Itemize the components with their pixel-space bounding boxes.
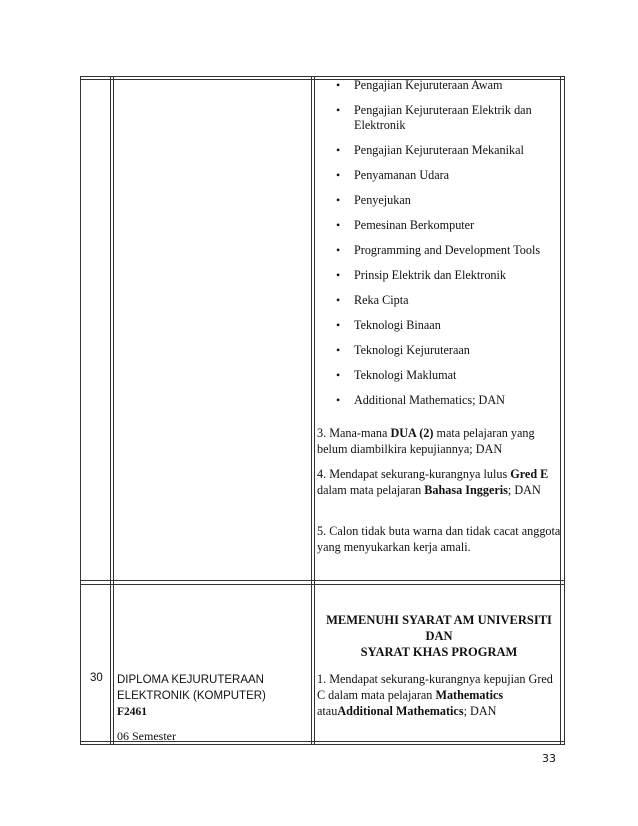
req4-text-bold-subject: Bahasa Inggeris	[424, 483, 508, 497]
req4-text-mid: dalam mata pelajaran	[317, 483, 425, 497]
req4-text-bold-grade: Gred E	[510, 467, 549, 481]
bullet-icon: •	[336, 343, 341, 357]
list-item	[316, 293, 560, 308]
bullet-text: Teknologi Maklumat	[354, 368, 457, 382]
req1-text-post: ; DAN	[463, 704, 497, 718]
bullet-icon: •	[336, 318, 341, 332]
list-item	[316, 268, 560, 283]
bullet-icon: •	[336, 168, 341, 182]
bullet-icon: •	[336, 218, 341, 232]
list-item	[316, 243, 560, 258]
req1-text-bold-math: Mathematics	[435, 688, 504, 702]
requirement-5: 5. Calon tidak buta warna dan tidak cacat anggota yang menyukarkan kerja amali.	[317, 524, 561, 554]
bullet-text: Teknologi Kejuruteraan	[354, 343, 470, 357]
list-item	[316, 193, 560, 208]
bullet-text: Additional Mathematics; DAN	[354, 393, 505, 407]
list-item	[316, 318, 560, 333]
subject-bullet-list	[316, 78, 560, 418]
bullet-icon: •	[336, 78, 341, 92]
bullet-text: Reka Cipta	[354, 293, 409, 307]
req3-text-post: mata pelajaran yang belum diambilkira kepujiannya; DAN	[317, 426, 535, 456]
requirement-3	[317, 425, 563, 457]
bullet-icon: •	[336, 293, 341, 307]
bullet-text: Pengajian Kejuruteraan Awam	[354, 78, 503, 92]
page-number: 33	[542, 752, 556, 765]
list-item	[316, 343, 560, 358]
req4-text-post: ; DAN	[507, 483, 541, 497]
bullet-text: Penyamanan Udara	[354, 168, 450, 182]
bullet-text: Prinsip Elektrik dan Elektronik	[354, 268, 506, 282]
program-line-1: DIPLOMA KEJURUTERAAN	[117, 674, 264, 686]
bullet-icon: •	[336, 143, 341, 157]
header-line-1: MEMENUHI SYARAT AM UNIVERSITI	[326, 613, 552, 627]
list-item	[316, 218, 560, 233]
list-item	[316, 368, 560, 383]
req1-text-bold-addmath: Additional Mathematics	[337, 704, 464, 718]
semester-duration: 06 Semester	[117, 729, 176, 743]
bullet-text: Pemesinan Berkomputer	[354, 218, 475, 232]
list-item	[316, 393, 560, 408]
bullet-text: Programming and Development Tools	[354, 243, 541, 257]
req3-text-pre: 3. Mana-mana	[317, 426, 391, 440]
bullet-icon: •	[336, 193, 341, 207]
program-name	[117, 672, 307, 720]
req3-text-bold: DUA (2)	[390, 426, 434, 440]
header-line-3: SYARAT KHAS PROGRAM	[360, 645, 518, 659]
list-item	[316, 143, 560, 158]
requirement-1	[317, 671, 563, 719]
req1-text-mid: atau	[317, 704, 338, 718]
req1-text-pre: 1. Mendapat sekurang-kurangnya kepujian Gred C dalam mata pelajaran	[317, 672, 553, 702]
list-item	[316, 168, 560, 183]
program-code: F2461	[117, 706, 148, 718]
bullet-icon: •	[336, 103, 341, 117]
bullet-icon: •	[336, 243, 341, 257]
requirement-4	[317, 466, 563, 498]
program-line-2: ELEKTRONIK (KOMPUTER)	[117, 690, 266, 702]
row-number: 30	[90, 672, 103, 684]
bullet-text: Pengajian Kejuruteraan Elektrik dan Elektronik	[354, 103, 532, 132]
req4-text-pre: 4. Mendapat sekurang-kurangnya lulus	[317, 467, 511, 481]
bullet-text: Teknologi Binaan	[354, 318, 441, 332]
header-line-2: DAN	[425, 629, 453, 643]
bullet-icon: •	[336, 268, 341, 282]
list-item	[316, 78, 560, 93]
bullet-text: Penyejukan	[354, 193, 411, 207]
list-item	[316, 103, 560, 133]
requirements-header	[316, 612, 562, 660]
bullet-text: Pengajian Kejuruteraan Mekanikal	[354, 143, 524, 157]
bullet-icon: •	[336, 393, 341, 407]
bullet-icon: •	[336, 368, 341, 382]
